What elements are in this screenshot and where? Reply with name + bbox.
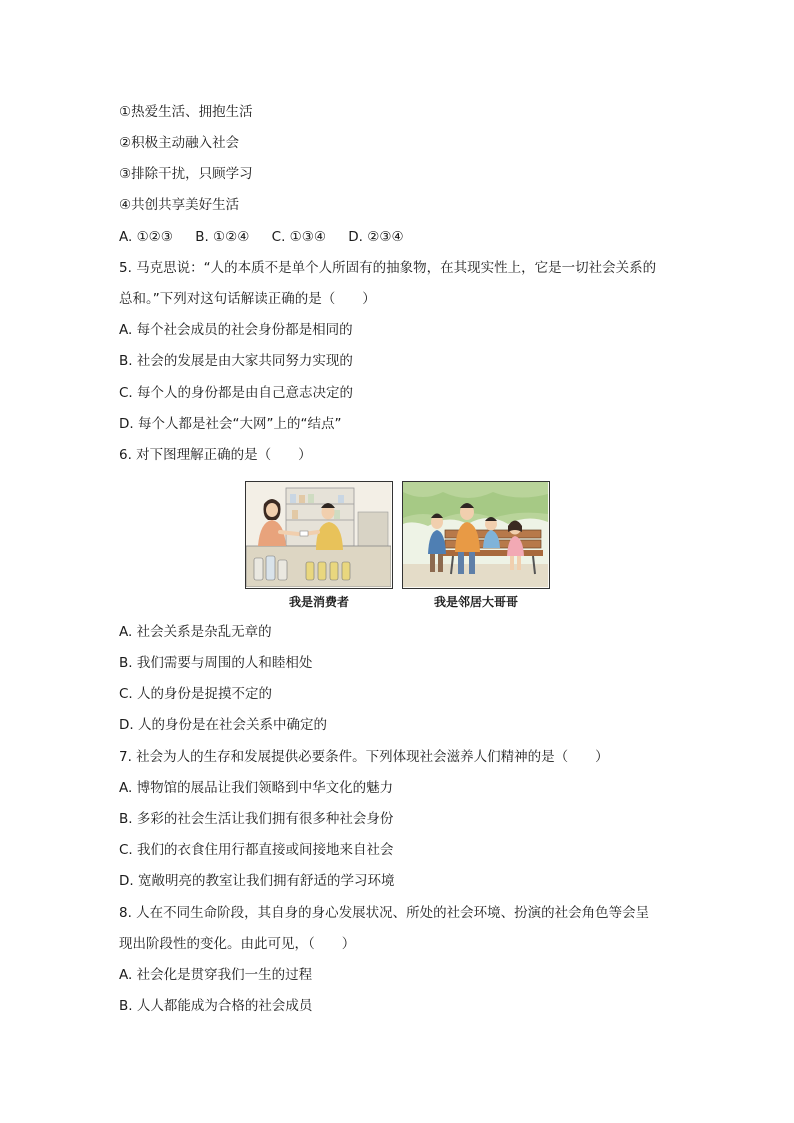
q4-option-a: A. ①②③ [119,229,173,245]
q7-option-c: C. 我们的衣食住用行都直接或间接地来自社会 [119,842,394,858]
q5-stem-line1: 5. 马克思说：“人的本质不是单个人所固有的抽象物，在其现实性上，它是一切社会关系的 [119,260,657,276]
q5-stem-line2: 总和。”下列对这句话解读正确的是（ ） [119,291,376,307]
q4-option-b: B. ①②④ [195,229,250,245]
q4-options [119,228,422,246]
q4-item-3: ③排除干扰，只顾学习 [119,166,253,182]
q4-option-c: C. ①③④ [271,229,326,245]
q5-option-a: A. 每个社会成员的社会身份都是相同的 [119,322,353,338]
q6-option-c: C. 人的身份是捉摸不定的 [119,686,273,702]
q4-item-4: ④共创共享美好生活 [119,197,240,213]
q6-option-a: A. 社会关系是杂乱无章的 [119,624,272,640]
caption-neighbor: 我是邻居大哥哥 [433,595,518,609]
q7-stem: 7. 社会为人的生存和发展提供必要条件。下列体现社会滋养人们精神的是（ ） [119,749,609,765]
q7-option-b: B. 多彩的社会生活让我们拥有很多种社会身份 [119,811,394,827]
neighbor-illustration [402,481,550,589]
q5-option-d: D. 每个人都是社会“大网”上的“结点” [119,416,342,432]
q8-stem-line2: 现出阶段性的变化。由此可见，（ ） [119,936,356,952]
q5-option-b: B. 社会的发展是由大家共同努力实现的 [119,353,353,369]
q4-item-1: ①热爱生活、拥抱生活 [119,104,253,120]
q6-option-d: D. 人的身份是在社会关系中确定的 [119,717,327,733]
consumer-illustration [245,481,393,589]
q6-figure [245,481,551,611]
q8-option-a: A. 社会化是贯穿我们一生的过程 [119,967,313,983]
q4-item-2: ②积极主动融入社会 [119,135,240,151]
q6-stem: 6. 对下图理解正确的是（ ） [119,447,312,463]
caption-consumer: 我是消费者 [288,595,349,609]
q5-option-c: C. 每个人的身份都是由自己意志决定的 [119,385,354,401]
q6-option-b: B. 我们需要与周围的人和睦相处 [119,655,313,671]
q4-option-d: D. ②③④ [348,229,404,245]
q8-stem-line1: 8. 人在不同生命阶段，其自身的身心发展状况、所处的社会环境、扮演的社会角色等会呈 [119,905,650,921]
q7-option-d: D. 宽敞明亮的教室让我们拥有舒适的学习环境 [119,873,395,889]
q7-option-a: A. 博物馆的展品让我们领略到中华文化的魅力 [119,780,394,796]
q8-option-b: B. 人人都能成为合格的社会成员 [119,998,313,1014]
